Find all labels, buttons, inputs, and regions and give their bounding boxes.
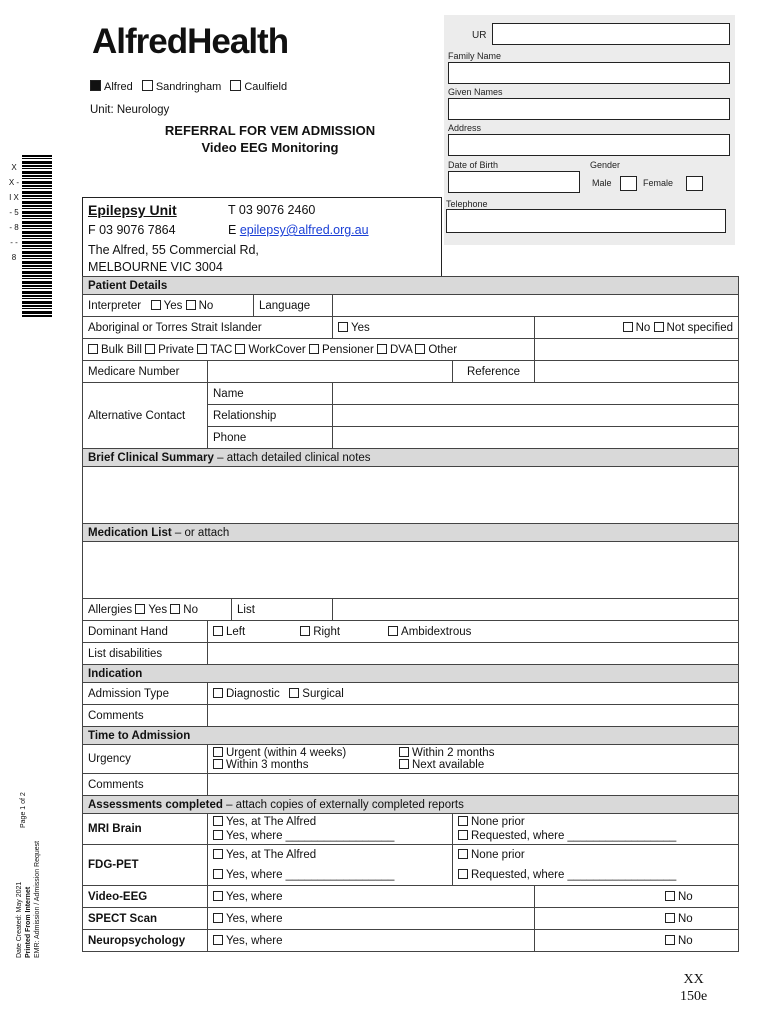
alt-contact-label: Alternative Contact: [83, 383, 208, 449]
checkbox-icon: [654, 322, 664, 332]
neuropsych-yes[interactable]: Yes, where: [208, 930, 535, 952]
female-label: Female: [643, 178, 674, 188]
aboriginal-no-ns[interactable]: No Not specified: [535, 317, 739, 339]
alfred-health-logo: AlfredHealth: [92, 22, 289, 61]
epilepsy-unit-name: Epilepsy Unit: [88, 202, 177, 218]
clinical-summary-field[interactable]: [83, 467, 739, 524]
epilepsy-email-link[interactable]: epilepsy@alfred.org.au: [239, 223, 369, 237]
page-number: Page 1 of 2: [20, 792, 27, 828]
family-name-field[interactable]: [448, 62, 730, 84]
disabilities-label: List disabilities: [83, 643, 208, 665]
dominant-hand-options[interactable]: Left Right Ambidextrous: [208, 621, 739, 643]
male-checkbox[interactable]: [620, 176, 637, 191]
date-created: Date Created: May 2021: [16, 881, 23, 958]
admission-type-options[interactable]: Diagnostic Surgical: [208, 683, 739, 705]
form-code: [680, 971, 707, 1005]
site-caulfield[interactable]: Caulfield: [230, 81, 287, 93]
neuropsych-label: Neuropsychology: [83, 930, 208, 952]
funding-options[interactable]: Bulk Bill Private TAC WorkCover Pensioner DVA Other: [83, 339, 535, 361]
title-line-2: Video EEG Monitoring: [201, 140, 339, 155]
alt-phone-label: Phone: [208, 427, 333, 449]
dominant-hand-label: Dominant Hand: [83, 621, 208, 643]
admission-type-label: Admission Type: [83, 683, 208, 705]
language-field[interactable]: [333, 295, 739, 317]
address-field[interactable]: [448, 134, 730, 156]
pet-label: FDG-PET: [83, 845, 208, 886]
checkbox-icon: [623, 322, 633, 332]
given-names-field[interactable]: [448, 98, 730, 120]
epilepsy-address-2: MELBOURNE VIC 3004: [88, 260, 223, 274]
comments-2-field[interactable]: [208, 774, 739, 796]
veeg-no[interactable]: No: [535, 886, 739, 908]
veeg-yes[interactable]: Yes, where: [208, 886, 535, 908]
address-label: Address: [448, 123, 482, 133]
checkbox-icon: [142, 80, 153, 91]
family-name-label: Family Name: [448, 51, 502, 61]
spect-no[interactable]: No: [535, 908, 739, 930]
comments-2-label: Comments: [83, 774, 208, 796]
unit-label: Unit: Neurology: [90, 104, 170, 116]
section-clinical-summary: Brief Clinical Summary – attach detailed clinical notes: [83, 449, 739, 467]
dob-label: Date of Birth: [448, 160, 499, 170]
mri-label: MRI Brain: [83, 814, 208, 845]
form-title: [110, 122, 430, 156]
referral-form: [82, 276, 739, 952]
site-sandringham[interactable]: Sandringham: [142, 81, 221, 93]
aboriginal-label: Aboriginal or Torres Strait Islander: [83, 317, 333, 339]
alt-name-field[interactable]: [333, 383, 739, 405]
epilepsy-unit-contact: [82, 197, 442, 277]
alt-name-label: Name: [208, 383, 333, 405]
funding-other-field[interactable]: [535, 339, 739, 361]
language-label: Language: [254, 295, 333, 317]
section-patient-details: Patient Details: [83, 277, 739, 295]
reference-field[interactable]: [535, 361, 739, 383]
comments-label: Comments: [83, 705, 208, 727]
epilepsy-address-1: The Alfred, 55 Commercial Rd,: [88, 243, 259, 257]
section-time-to-admission: Time to Admission: [83, 727, 739, 745]
epilepsy-phone: T 03 9076 2460: [228, 203, 316, 217]
section-medication: Medication List – or attach: [83, 524, 739, 542]
alt-relationship-field[interactable]: [333, 405, 739, 427]
checkbox-checked-icon: [90, 80, 101, 91]
neuropsych-no[interactable]: No: [535, 930, 739, 952]
medicare-field[interactable]: [208, 361, 453, 383]
telephone-field[interactable]: [446, 209, 726, 233]
veeg-label: Video-EEG: [83, 886, 208, 908]
section-indication: Indication: [83, 665, 739, 683]
patient-label-box: [444, 15, 735, 245]
section-assessments: Assessments completed – attach copies of externally completed reports: [83, 796, 739, 814]
medication-field[interactable]: [83, 542, 739, 599]
printed-from: Printed From Internet: [25, 886, 32, 958]
mri-other-options[interactable]: None prior Requested, where _________________: [453, 814, 739, 845]
given-names-label: Given Names: [448, 87, 503, 97]
urgency-options[interactable]: Urgent (within 4 weeks) Within 3 months Within 2 months Next available: [208, 745, 739, 774]
spect-yes[interactable]: Yes, where: [208, 908, 535, 930]
alt-relationship-label: Relationship: [208, 405, 333, 427]
barcode-text: X X - I X - 5 - 8 - - 8: [8, 163, 20, 262]
email-prefix: E: [228, 223, 237, 237]
form-code-2: 150e: [680, 989, 708, 1004]
telephone-label: Telephone: [446, 199, 488, 209]
allergy-list-label: List: [232, 599, 333, 621]
ur-label: UR: [472, 30, 487, 41]
interpreter-yes-checkbox[interactable]: [151, 300, 161, 310]
site-selector: [90, 80, 293, 93]
gender-label: Gender: [590, 160, 621, 170]
disabilities-field[interactable]: [208, 643, 739, 665]
pet-yes-options[interactable]: Yes, at The Alfred Yes, where _________________: [208, 845, 453, 886]
allergies-row: Allergies Yes No: [83, 599, 232, 621]
comments-field[interactable]: [208, 705, 739, 727]
mri-yes-options[interactable]: Yes, at The Alfred Yes, where _________________: [208, 814, 453, 845]
medicare-label: Medicare Number: [83, 361, 208, 383]
ur-field[interactable]: [492, 23, 730, 45]
pet-other-options[interactable]: None prior Requested, where _________________: [453, 845, 739, 886]
reference-label: Reference: [453, 361, 535, 383]
interpreter-no-checkbox[interactable]: [186, 300, 196, 310]
allergies-no-checkbox[interactable]: [170, 604, 180, 614]
checkbox-icon: [230, 80, 241, 91]
title-line-1: REFERRAL FOR VEM ADMISSION: [164, 123, 376, 138]
form-code-1: XX: [683, 972, 704, 987]
alt-phone-field[interactable]: [333, 427, 739, 449]
allergies-yes-checkbox[interactable]: [135, 604, 145, 614]
epilepsy-fax: F 03 9076 7864: [88, 223, 176, 237]
male-label: Male: [592, 178, 612, 188]
emr-label: EMR: Admission / Admission Request: [34, 840, 41, 958]
spect-label: SPECT Scan: [83, 908, 208, 930]
aboriginal-yes[interactable]: Yes: [333, 317, 535, 339]
barcode: [22, 155, 52, 317]
site-alfred[interactable]: Alfred: [90, 81, 133, 93]
urgency-label: Urgency: [83, 745, 208, 774]
allergy-list-field[interactable]: [333, 599, 739, 621]
checkbox-icon: [338, 322, 348, 332]
female-checkbox[interactable]: [686, 176, 703, 191]
dob-field[interactable]: [448, 171, 580, 193]
interpreter-row: Interpreter Yes No: [83, 295, 254, 317]
